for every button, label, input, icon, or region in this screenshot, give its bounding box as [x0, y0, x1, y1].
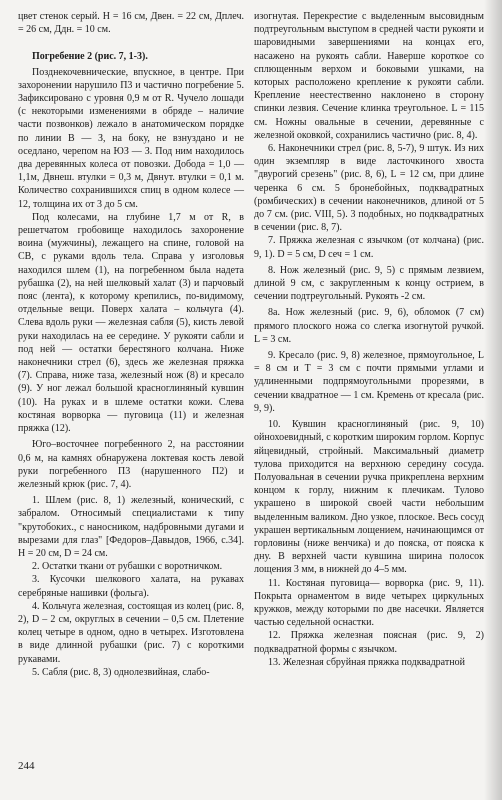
list-item: 11. Костяная пуговица— ворворка (рис. 9, 11). Покрыта орнаментом в виде четырех циркульных кружков, между которыми по две насечки. Является частью седельной оснастки.: [254, 577, 484, 629]
paragraph: изогнутая. Перекрестие с выделенным высовидным подтреугольным выступом в средней части рукояти и шаровидными завершениями на концах его, насажено на рукоять сабли. Наверше короткое со сплющенным верхом и боковыми ушками, на которых расположено крепление к рукояти сабли. Крепление неестественно наклонено в сторону спинки лезвия. Сечение клинка треугольное. L = 115 см. Ножны овальные в сечении, деревянные с железной оковкой, сохранились частично (рис. 8, 4).: [254, 11, 484, 141]
right-text-column: [254, 10, 484, 669]
list-item: 8а. Нож железный (рис. 9, 6), обломок (7 см) прямого плоского ножа со слегка изогнутой ручкой. L = 3 см.: [254, 307, 484, 345]
paragraph: Под колесами, на глубине 1,7 м от R, в решетчатом гробовище находилось захоронение воина (мужчины), лежащего на спине, головой на СВ, с руками вдоль тела. Справа у изголовья находился шлем (1), на погребенном была надета рубашка (2), на ней шелковый халат (3) и парчовый пояс (лента), к которому крепились, по-видимому, отдельные вещи. Поверх халата – кольчуга (4). Слева вдоль руки — железная сабля (5), кисть левой руки находилась на ее середине. У рукояти сабли и под ней — остатки берестяного колчана. Ниже наконечники стрел (6), здесь же железная пряжка (7). Справа, ниже таза, железный нож (8) и кресало (9). У ног лежал большой красноглиняный кувшин (10). На руках и в шлеме остатки кожи. Слева костяная ворворка — пуговица (11) и железная пряжка (12).: [18, 211, 244, 435]
section-heading: Погребение 2 (рис. 7, 1-3).: [32, 51, 148, 63]
list-item: 2. Остатки ткани от рубашки с воротничком.: [32, 561, 223, 573]
list-item: 13. Железная сбруйная пряжка подквадратной: [268, 656, 465, 668]
list-item: 10. Кувшин красноглиняный (рис. 9, 10) ойнохоевидный, с коротким широким горлом. Корпус яйцевидный, стройный. Максимальный диаметр тулова приходится на верхнюю середину сосуда. Полуовальная в сечении ручка прикреплена верхним концом к горлу, нижним к плечикам. Тулово украшено в широкой своей части небольшим выделенным валиком. Дно узкое, плоское. Весь сосуд украшен вертикальным лощением, начинающимся от горловины (ниже венчика) и до пояска, от пояска к дну. В верхней части кувшина ширина полосок лощения 3 мм, в нижней до 4–5 мм.: [254, 419, 484, 576]
left-text-column: [18, 10, 244, 679]
list-item: 4. Кольчуга железная, состоящая из колец (рис. 8, 2), D – 2 см, округлых в сечении – 0,5 см. Плетение колец четыре в одном, одно в четырех. Изготовлена в виде длинной рубашки (рис. 7) с короткими рукавами.: [18, 600, 244, 665]
list-item: 12. Пряжка железная поясная (рис. 9, 2) подквадратной формы с язычком.: [254, 630, 484, 655]
paragraph: Позднекочевнические, впускное, в центре. При захоронении нарушило П3 и частично погребение 5. Зафиксировано с уровня 0,9 м от R. Чучело лошади (с некоторыми изменениями в обряде – наличие части позвонков) лежало в анатомическом порядке по линии В — З, на боку, не взнуздано и не оседлано, черепом на ЮЗ — З. Под ним находилось два деревянных колеса от повозки. Добода = 1,0 — 1,1м, Двнеш. втулки = 0,3 м, Двнут. втулки = 0,1 м. Количество сохранившихся спиц в одном колесе — 12, толщина их от 3 до 5 см.: [18, 66, 244, 210]
paragraph: цвет стенок серый. Н = 16 см, Двен. = 22 см, Дплеч. = 26 см, Ддн. = 10 см.: [18, 11, 244, 36]
page-number: 244: [18, 760, 35, 772]
list-item: 5. Сабля (рис. 8, 3) однолезвийная, слабо-: [32, 666, 210, 678]
scan-edge-shadow: [484, 0, 502, 800]
list-item: 1. Шлем (рис. 8, 1) железный, конический, с забралом. Относимый специалистами к типу "крутобоких., с наносником, надбровными дугами и вырезами для глаз" [Федоров–Давыдов, 1966, с.34]. Н = 20 см, D = 24 см.: [18, 495, 244, 559]
list-item: 7. Пряжка железная с язычком (от колчана) (рис. 9, 1). D = 5 см, D сеч = 1 см.: [254, 235, 484, 260]
list-item: 6. Наконечники стрел (рис. 8, 5-7), 9 штук. Из них один экземпляр в виде ласточкиного хвоста "двурогий срезень" (рис. 8, 6), L = 12 см, при длине черенка 6 см. 5 бронебойных, подквадратных (ромбических) в сечении наконечников, длиной от 5 до 7 см. (рис. VIII, 5). 3 подобных, но подквадратных в сечении (рис. 8, 7).: [254, 143, 484, 234]
list-item: 9. Кресало (рис. 9, 8) железное, прямоугольное, L = 8 см и Т = 3 см с почти прямыми углами и удлиненными подпрямоугольными прорезями, в сечении квадратное — 1 см. Кремень от кресала (рис. 9, 9).: [254, 350, 484, 414]
paragraph: Юго–восточнее погребенного 2, на расстоянии 0,6 м, на камнях обнаружена локтевая кость левой руки погребенного П3 (нарушенного П2) и железный крюк (рис. 7, 4).: [18, 439, 244, 490]
list-item: 8. Нож железный (рис. 9, 5) с прямым лезвием, длиной 9 см, с закругленным к концу острием, в сечении подтреугольный. Рукоять -2 см.: [254, 264, 484, 303]
list-item: 3. Кусочки шелкового халата, на рукавах серебряные нашивки (фольга).: [18, 574, 244, 599]
